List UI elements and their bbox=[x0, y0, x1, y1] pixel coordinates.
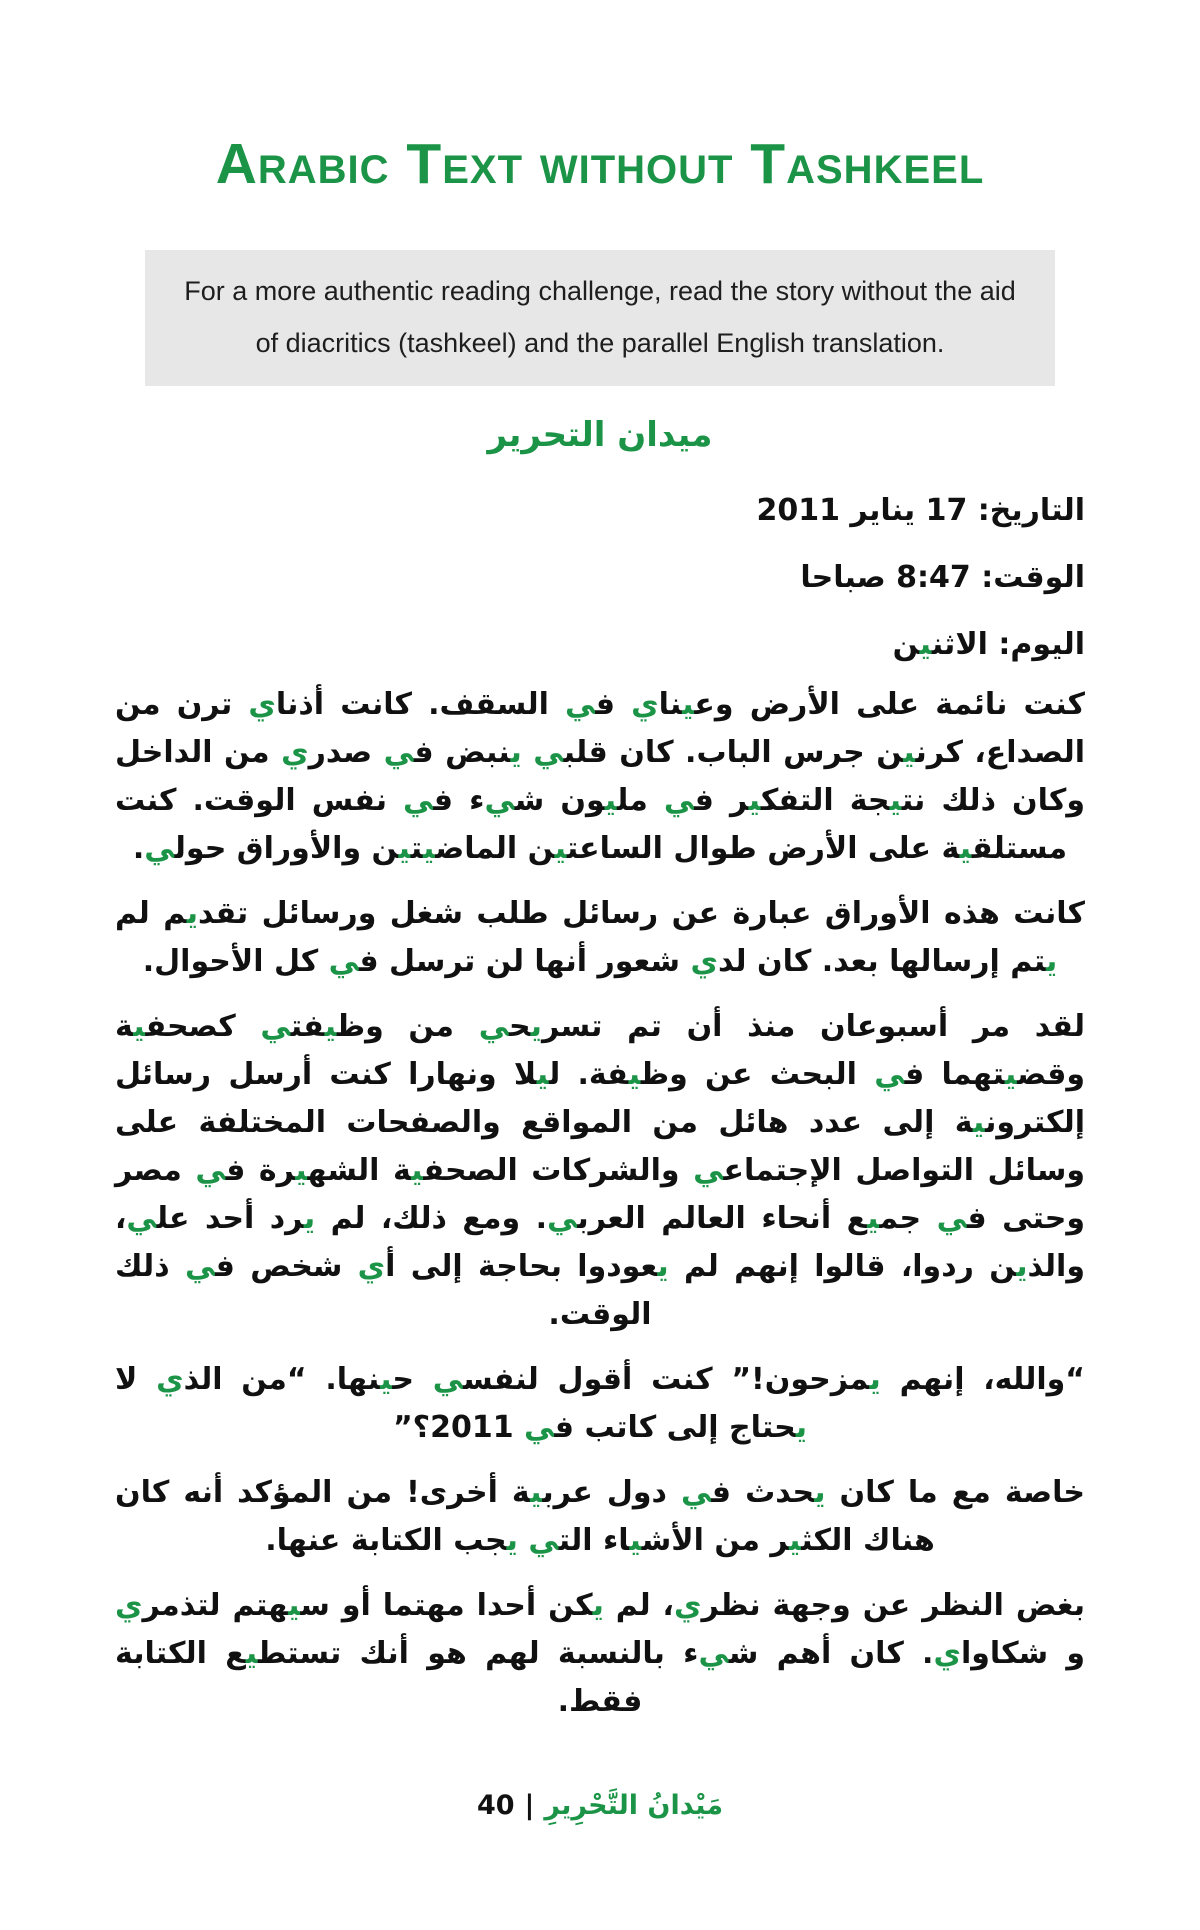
story-body bbox=[115, 487, 1085, 1726]
meta-day-value: الاثنين bbox=[892, 626, 988, 662]
book-page bbox=[0, 130, 1200, 1930]
story-paragraph: خاصة مع ما كان يحدث في دول عربية أخرى! من المؤكد أنه كان هناك الكثير من الأشياء التي يجب الكتابة عنها. bbox=[115, 1474, 1086, 1558]
meta-date-line bbox=[115, 487, 1085, 535]
instruction-text: For a more authentic reading challenge, read the story without the aid of diacritics (tashkeel) and the parallel English translation. bbox=[184, 276, 1016, 359]
meta-date-value: 17 يناير 2011 bbox=[756, 492, 968, 528]
footer-separator: | bbox=[524, 1790, 535, 1821]
story-paragraph: بغض النظر عن وجهة نظري، لم يكن أحدا مهتما أو سيهتم لتذمري و شكاواي. كان أهم شيء بالنسبة لهم هو أنك تستطيع الكتابة فقط. bbox=[115, 1587, 1085, 1719]
footer-page-number: 40 bbox=[476, 1790, 515, 1821]
story-paragraph: لقد مر أسبوعان منذ أن تم تسريحي من وظيفتي كصحفية وقضيتهما في البحث عن وظيفة. ليلا ونهارا كنت أرسل رسائل إلكترونية إلى عدد هائل من المواقع والصفحات المختلفة على وسائل التواصل الإجتماعي والشركات الصحفية الشهيرة في مصر وحتى في جميع أنحاء العالم العربي. ومع ذلك، لم يرد أحد علي، والذين ردوا، قالوا إنهم لم يعودوا بحاجة إلى أي شخص في ذلك الوقت. bbox=[115, 1008, 1086, 1332]
meta-date-label: التاريخ: bbox=[977, 492, 1085, 528]
meta-time-value: 8:47 صباحا bbox=[800, 559, 971, 595]
story-paragraph: “والله، إنهم يمزحون!” كنت أقول لنفسي حينها. “من الذي لا يحتاج إلى كاتب في 2011؟” bbox=[115, 1361, 1086, 1445]
meta-time-label: الوقت: bbox=[981, 559, 1085, 595]
story-paragraph: كنت نائمة على الأرض وعيناي في السقف. كانت أذناي ترن من الصداع، كرنين جرس الباب. كان قلبي ينبض في صدري من الداخل وكان ذلك نتيجة التفكير في مليون شيء في نفس الوقت. كنت مستلقية على الأرض طوال الساعتين الماضيتين والأوراق حولي. bbox=[115, 686, 1085, 866]
meta-time-line bbox=[115, 554, 1085, 602]
footer-book-title: مَيْدانُ التَّحْرِيرِ bbox=[544, 1790, 724, 1821]
instruction-box bbox=[145, 250, 1055, 386]
page-footer bbox=[0, 1782, 1200, 1830]
story-title: ميدان التحرير bbox=[487, 415, 713, 456]
story-paragraph: كانت هذه الأوراق عبارة عن رسائل طلب شغل ورسائل تقديم لم يتم إرسالها بعد. كان لدي شعور أنها لن ترسل في كل الأحوال. bbox=[115, 895, 1086, 979]
page-title: Arabic Text without Tashkeel bbox=[215, 132, 985, 196]
meta-day-line bbox=[115, 621, 1085, 669]
meta-day-label: اليوم: bbox=[998, 626, 1085, 662]
